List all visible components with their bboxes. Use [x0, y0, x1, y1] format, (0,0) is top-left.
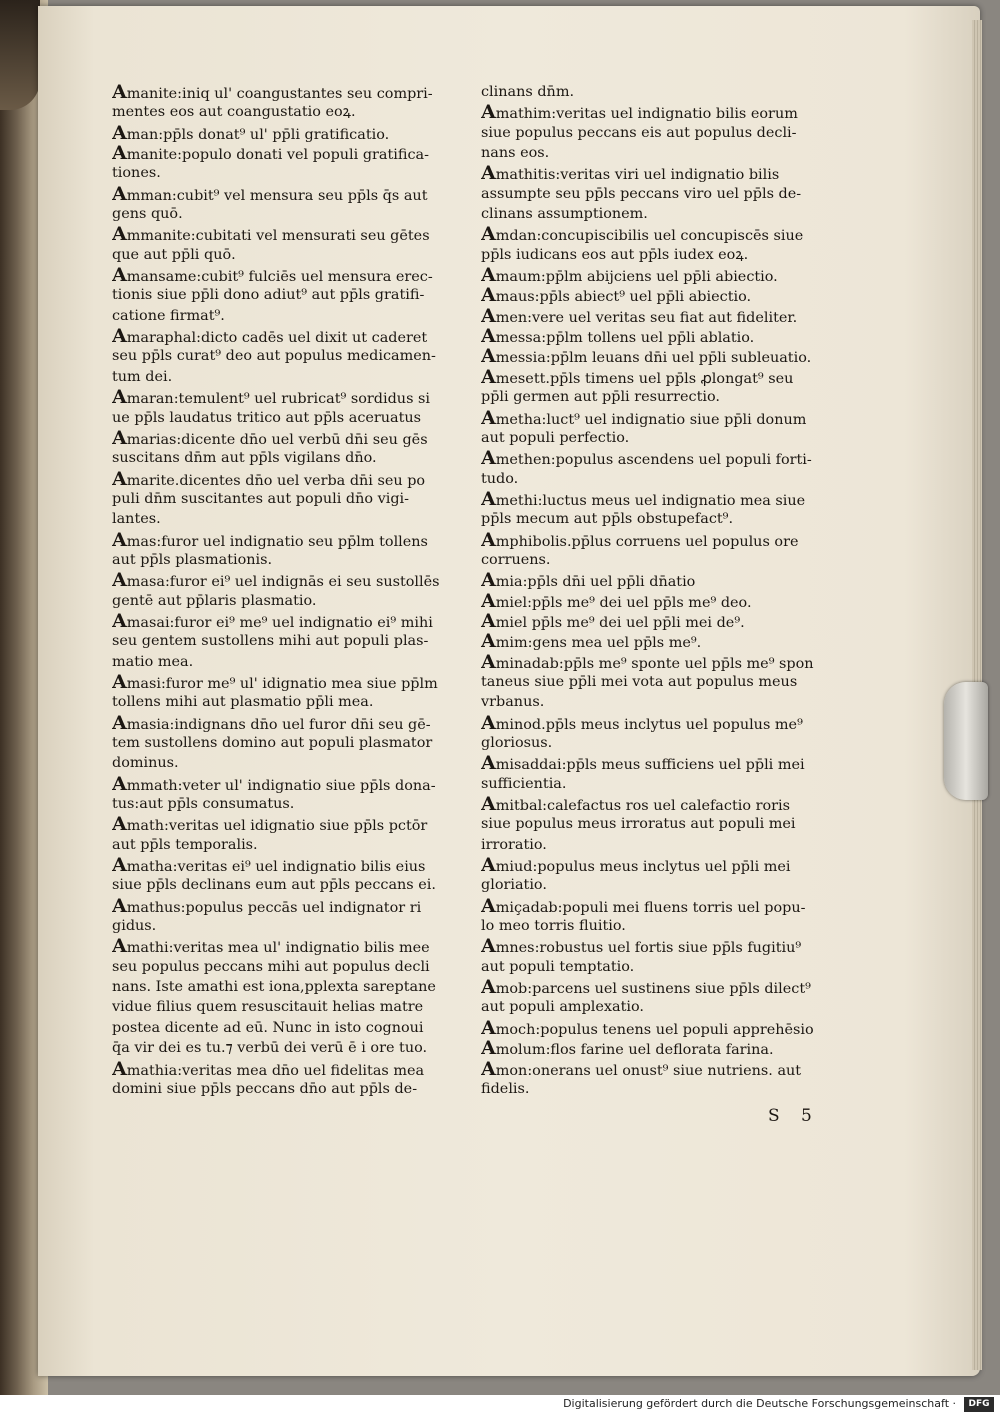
text-line: Amanite:populo donati vel populi gratifica-	[112, 143, 429, 164]
text-line: Amathitis:veritas viri uel indignatio bilis	[481, 163, 780, 184]
left-text-column	[112, 82, 457, 1099]
text-line: tem sustollens domino aut populi plasmator	[112, 735, 433, 751]
text-line: Amiel:pp̄ls me⁹ dei uel pp̄ls me⁹ deo.	[481, 590, 752, 611]
text-line: vrbanus.	[481, 694, 545, 711]
text-line: mentes eos aut coangustatio eoꝝ.	[112, 104, 356, 121]
dfg-logo-icon: DFG	[964, 1397, 994, 1412]
text-line: clinans assumptionem.	[481, 206, 648, 223]
text-line: Amansame:cubit⁹ fulciēs uel mensura erec-	[112, 265, 433, 286]
text-line: aut pp̄ls plasmationis.	[112, 551, 273, 568]
footer-bar	[0, 1395, 1000, 1415]
text-line: corruens.	[481, 551, 551, 568]
text-line: aut populi perfectio.	[481, 429, 630, 446]
text-line: puli dn̄m suscitantes aut populi dn̄o vigi-	[112, 490, 410, 507]
text-line: que aut pp̄li quō.	[112, 246, 236, 263]
text-line: Amesett.pp̄ls timens uel pp̄ls ꝓlongat⁹ seu	[481, 366, 794, 388]
text-line: Amarias:dicente dn̄o uel verbū dn̄i seu gēs	[112, 427, 428, 449]
text-line: sufficientia.	[481, 775, 567, 792]
text-line: Amphibolis.pp̄lus corruens uel populus ore	[481, 529, 799, 550]
text-line: aut pp̄ls temporalis.	[112, 836, 258, 853]
text-line: tus:aut pp̄ls consumatus.	[112, 796, 295, 813]
right-text-column	[481, 82, 826, 1099]
text-line: Amas:furor uel indignatio seu pp̄lm tollens	[112, 529, 428, 550]
text-line: Amatha:veritas ei⁹ uel indignatio bilis eius	[112, 855, 426, 876]
text-line: ue pp̄ls laudatus tritico aut pp̄ls aceruatus	[112, 409, 422, 426]
text-line: taneus siue pp̄li mei vota aut populus meus	[481, 673, 798, 690]
text-line: pp̄ls mecum aut pp̄ls obstupefact⁹.	[481, 511, 734, 528]
text-line: Amman:cubit⁹ vel mensura seu pp̄ls q̄s aut	[112, 183, 428, 205]
text-line: Amessa:pp̄lm tollens uel pp̄li ablatio.	[481, 326, 755, 347]
text-line: Amasai:furor ei⁹ me⁹ uel indignatio ei⁹ mihi	[112, 610, 433, 632]
text-line: Amnes:robustus uel fortis siue pp̄ls fugitiu⁹	[481, 936, 802, 957]
text-line: Amath:veritas uel idignatio siue pp̄ls pctōr	[112, 814, 428, 835]
text-line: pp̄ls iudicans eos aut pp̄ls iudex eoꝝ.	[481, 246, 749, 263]
signature-mark: S 5	[768, 1106, 820, 1126]
text-line: Amathim:veritas uel indignatio bilis eorum	[481, 102, 798, 123]
text-line: aut populi amplexatio.	[481, 999, 644, 1016]
text-line: siue pp̄ls declinans eum aut pp̄ls peccans ei.	[112, 877, 436, 894]
text-line: aut populi temptatio.	[481, 958, 635, 975]
text-line: Amolum:flos farine uel deflorata farina.	[481, 1038, 774, 1059]
text-line: catione firmat⁹.	[112, 307, 225, 324]
text-line: Amathus:populus peccās uel indignator ri	[112, 895, 422, 917]
spine-band	[0, 0, 40, 110]
text-line: Amaraphal:dicto cadēs uel dixit ut caderet	[112, 326, 428, 347]
text-line: q̄a vir dei es tu.⁊ verbū dei verū ē i ore tuo.	[112, 1040, 428, 1057]
text-line: Amisaddai:pp̄ls meus sufficiens uel pp̄li mei	[481, 753, 805, 774]
text-line: Aminadab:pp̄ls me⁹ sponte uel pp̄ls me⁹ spon	[481, 651, 814, 672]
text-line: siue populus peccans eis aut populus decli-	[481, 124, 797, 141]
text-line: Amaum:pp̄lm abijciens uel pp̄li abiectio.	[481, 265, 778, 286]
text-line: domini siue pp̄ls peccans dn̄o aut pp̄ls de-	[112, 1080, 418, 1097]
text-line: siue populus meus irroratus aut populi mei	[481, 816, 796, 833]
text-line: nans eos.	[481, 145, 550, 162]
text-line: Amathi:veritas mea ul' indignatio bilis mee	[112, 936, 430, 957]
text-line: Ammanite:cubitati vel mensurati seu gētes	[112, 224, 430, 245]
text-line: Amethi:luctus meus uel indignatio mea siue	[481, 488, 806, 510]
text-line: Amaran:temulent⁹ uel rubricat⁹ sordidus si	[112, 387, 431, 408]
page-clip	[944, 682, 988, 800]
text-line: postea dicente ad eū. Nunc in isto cognoui	[112, 1019, 424, 1036]
text-line: gidus.	[112, 918, 157, 935]
text-line: fidelis.	[481, 1080, 530, 1097]
text-line: Aminod.pp̄ls meus inclytus uel populus me⁹	[481, 712, 803, 733]
text-line: Amasia:indignans dn̄o uel furor dn̄i seu gē-	[112, 712, 431, 733]
text-line: Amasi:furor me⁹ ul' idignatio mea siue pp̄lm	[112, 671, 438, 693]
text-line: Amob:parcens uel sustinens siue pp̄ls dilect⁹	[481, 977, 811, 998]
text-line: pp̄li germen aut pp̄li resurrectio.	[481, 389, 720, 406]
text-line: Amon:onerans uel onust⁹ siue nutriens. aut	[481, 1058, 802, 1079]
text-line: dominus.	[112, 755, 179, 772]
text-line: Amarite.dicentes dn̄o uel verba dn̄i seu po	[112, 468, 426, 489]
text-line: seu populus peccans mihi aut populus decli	[112, 958, 430, 975]
text-line: Amiçadab:populi mei fluens torris uel popu-	[481, 895, 806, 917]
text-line: gloriosus.	[481, 735, 553, 751]
text-line: tum dei.	[112, 368, 173, 385]
text-line: matio mea.	[112, 653, 194, 670]
footer-credit: Digitalisierung gefördert durch die Deutsche Forschungsgemeinschaft ·	[563, 1397, 956, 1410]
text-line: Amdan:concupiscibilis uel concupiscēs siue	[481, 224, 804, 245]
text-line: tionis siue pp̄li dono adiut⁹ aut pp̄ls gratifi-	[112, 287, 425, 304]
text-line: gloriatio.	[481, 877, 547, 894]
text-line: clinans dn̄m.	[481, 84, 575, 100]
text-line: Amen:vere uel veritas seu fiat aut fideliter.	[481, 305, 798, 327]
text-line: seu pp̄ls curat⁹ deo aut populus medicamen-	[112, 348, 436, 365]
text-line: Amethen:populus ascendens uel populi forti-	[481, 448, 812, 469]
text-line: irroratio.	[481, 836, 547, 853]
text-line: suscitans dn̄m aut pp̄ls vigilans dn̄o.	[112, 450, 377, 467]
text-line: Amasa:furor ei⁹ uel indignās ei seu sustollēs	[112, 570, 440, 591]
text-line: Amiel pp̄ls me⁹ dei uel pp̄li mei de⁹.	[481, 610, 745, 632]
text-line: Ammath:veter ul' indignatio siue pp̄ls dona-	[112, 773, 436, 795]
text-line: tollens mihi aut plasmatio pp̄li mea.	[112, 694, 374, 711]
text-line: seu gentem sustollens mihi aut populi plas-	[112, 633, 429, 650]
text-line: tudo.	[481, 470, 519, 487]
text-line: Amanite:iniq ul' coangustantes seu compri-	[112, 82, 433, 103]
text-line: assumpte seu pp̄ls peccans viro uel pp̄ls de-	[481, 185, 802, 202]
text-line: Amessia:pp̄lm leuans dn̄i uel pp̄li subleuatio.	[481, 346, 812, 367]
text-line: gens quō.	[112, 206, 183, 223]
text-line: lantes.	[112, 511, 161, 528]
text-line: Aman:pp̄ls donat⁹ ul' pp̄li gratificatio.	[112, 122, 390, 144]
text-line: vidue filius quem resuscitauit helias matre	[112, 999, 424, 1016]
text-line: gentē aut pp̄laris plasmatio.	[112, 592, 317, 609]
text-line: Amiud:populus meus inclytus uel pp̄li mei	[481, 855, 791, 876]
text-line: Amoch:populus tenens uel populi apprehēsio	[481, 1017, 814, 1039]
text-line: Amia:pp̄ls dn̄i uel pp̄li dn̄atio	[481, 570, 696, 591]
text-line: Amathia:veritas mea dn̄o uel fidelitas mea	[112, 1058, 425, 1079]
text-line: tiones.	[112, 165, 161, 182]
text-line: Amitbal:calefactus ros uel calefactio roris	[481, 794, 790, 815]
text-line: Amaus:pp̄ls abiect⁹ uel pp̄li abiectio.	[481, 285, 752, 306]
text-line: nans. Iste amathi est iona,pplexta sareptane	[112, 979, 436, 996]
text-line: Amim:gens mea uel pp̄ls me⁹.	[481, 631, 702, 652]
text-line: Ametha:luct⁹ uel indignatio siue pp̄li donum	[481, 407, 807, 428]
text-line: lo meo torris fluitio.	[481, 918, 626, 935]
